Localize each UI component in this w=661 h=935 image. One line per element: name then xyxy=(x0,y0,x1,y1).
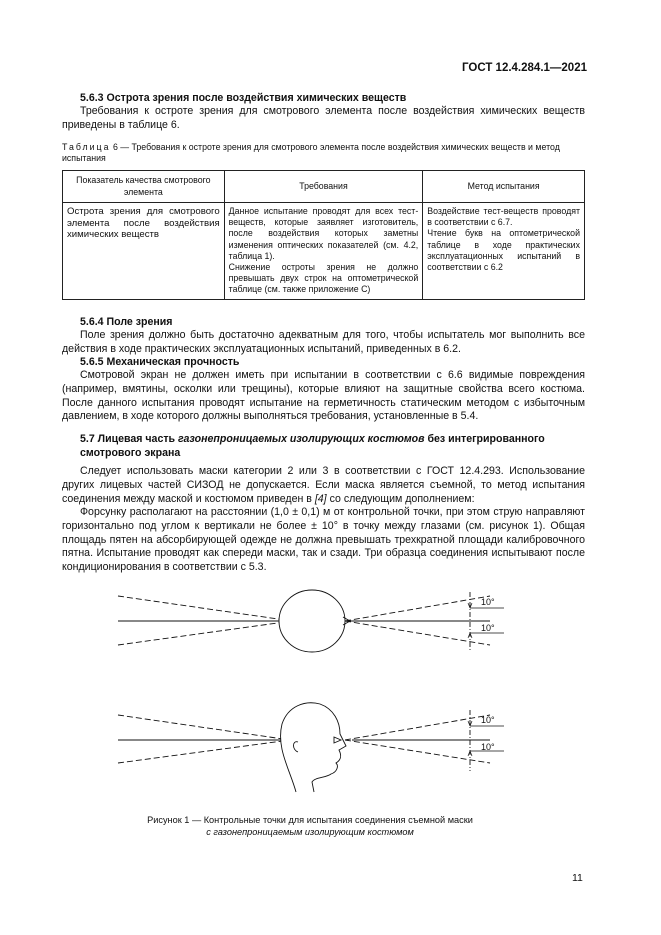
section-5-7-para-2: Форсунку располагают на расстоянии (1,0 ± 0,1) м от контрольной точки, при этом струю направляют горизонтально под углом к вертикали не более ± 10° в точку между глазами (см. рисунок 1). Общая площадь пятен на абсорбирующей одежде не должна превышать трехкратной площади калибровочного пятна. Испытание проводят как спереди маски, так и сзади. Три образца соединения испытывают после кондиционирования в соответствии с 5.3. xyxy=(62,506,585,574)
table-caption-label: Таблица xyxy=(62,142,111,152)
table-header-cell: Требования xyxy=(224,171,423,203)
section-5-6-3-text: Требования к остроте зрения для смотрового элемента после воздействия химических веществ приведены в таблице 6. xyxy=(62,105,585,131)
figure-caption-line-1: Рисунок 1 — Контрольные точки для испытания соединения съемной маски xyxy=(147,815,473,825)
table-header-cell: Метод испытания xyxy=(423,171,585,203)
heading-part: 5.7 Лицевая часть xyxy=(80,433,178,445)
heading-part-italic: газонепроницаемых изолирующих костюмов xyxy=(178,433,425,445)
page-number: 11 xyxy=(572,872,583,884)
section-5-6-5-text: Смотровой экран не должен иметь при испытании в соответствии с 6.6 видимые повреждения (например, вмятины, осколки или трещины), которые влияют на защитные свойства всего костюма. После данного испытания проводят испытание на герметичность статическим методом с избыточным давлением, в ходе которого должны выполняться требования, установленные в 5.4. xyxy=(62,369,585,423)
table-caption-text: 6 — Требования к остроте зрения для смотрового элемента после воздействия химических веществ и метод испытания xyxy=(62,142,560,163)
para-text: Следует использовать маски категории 2 или 3 в соответствии с ГОСТ 12.4.293. Использование других лицевых частей СИЗОД не допускается. Если маска является съемной, то метод испытания соединения между маской и костюмом приведен в xyxy=(62,465,585,505)
doc-code: ГОСТ 12.4.284.1—2021 xyxy=(462,62,587,74)
method-para-2: Чтение букв на оптометрической таблице в ходе практических эксплуатационных испытаний в соответствии с 6.2 xyxy=(427,228,580,273)
reference-link: [4] xyxy=(314,492,327,505)
method-para-1: Воздействие тест-веществ проводят в соответствии с 6.7. xyxy=(427,206,580,228)
section-5-6-5-heading: 5.6.5 Механическая прочность xyxy=(80,356,240,368)
head-top-view-icon xyxy=(279,590,345,652)
angle-label-side-upper: 10° xyxy=(481,715,495,725)
angle-label-top-upper: 10° xyxy=(481,597,495,607)
section-5-6-3-heading: 5.6.3 Острота зрения после воздействия химических веществ xyxy=(80,92,407,104)
heading-part: без интегрированного смотрового экрана xyxy=(80,433,545,459)
angle-label-top-lower: 10° xyxy=(481,623,495,633)
figure-caption-line-2: с газонепроницаемым изолирующим костюмом xyxy=(206,827,414,837)
figure-1-caption xyxy=(100,814,520,838)
para-text: со следующим дополнением: xyxy=(326,492,475,505)
table-cell-indicator: Острота зрения для смотрового элемента после воздействия химических веществ xyxy=(63,203,225,300)
requirements-para-2: Снижение остроты зрения не должно превышать двух строк на оптометрической таблице (см. также приложение С) xyxy=(228,262,419,295)
table-header-cell: Показатель качества смотрового элемента xyxy=(63,171,225,203)
section-5-6-4-heading: 5.6.4 Поле зрения xyxy=(80,316,173,328)
section-5-6-4-text: Поле зрения должно быть достаточно адекватным для того, чтобы испытатель мог выполнить все действия в ходе практических эксплуатационных испытаний, приведенных в 6.2. xyxy=(62,329,585,355)
head-side-profile-icon xyxy=(281,703,346,792)
requirements-para-1: Данное испытание проводят для всех тест-веществ, которые заявляет изготовитель, после воздействия которых заметны изменения оптических показателей (см. 4.2, таблица 1). xyxy=(228,206,419,261)
angle-label-side-lower: 10° xyxy=(481,742,495,752)
